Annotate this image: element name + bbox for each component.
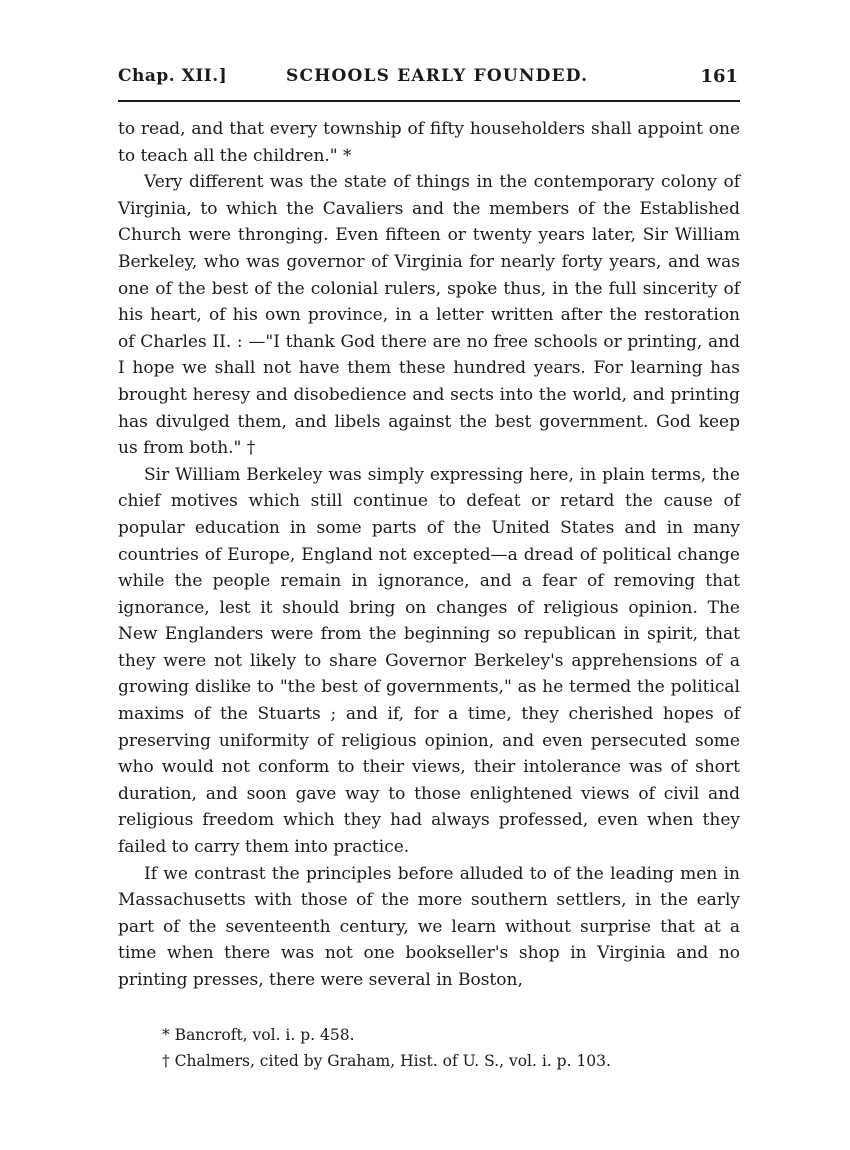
paragraph: to read, and that every township of fifty householders shall appoint one to teach all the children." * xyxy=(118,119,740,166)
footnote: * Bancroft, vol. i. p. 458. xyxy=(162,1026,355,1044)
running-title: SCHOOLS EARLY FOUNDED. xyxy=(286,66,589,86)
footnote: † Chalmers, cited by Graham, Hist. of U. S., vol. i. p. 103. xyxy=(162,1052,611,1070)
header-rule xyxy=(118,100,740,102)
page-number: 161 xyxy=(700,66,738,87)
chapter-label: Chap. XII.] xyxy=(118,66,228,86)
running-head xyxy=(118,60,738,94)
footnotes xyxy=(162,1022,742,1074)
body-text xyxy=(118,116,740,994)
paragraph: If we contrast the principles before alluded to of the leading men in Massachusetts with those of the more southern settlers, in the early part of the seventeenth century, we learn without surprise that at a time when there was not one bookseller's shop in Virginia and no printing presses, there were several in Boston, xyxy=(118,863,740,990)
paragraph: Sir William Berkeley was simply expressing here, in plain terms, the chief motives which still continue to defeat or retard the cause of popular education in some parts of the United States and in many countries of Europe, England not excepted—a dread of political change while the people remain in ignorance, and a fear of removing that ignorance, lest it should bring on changes of religious opinion. The New Englanders were from the beginning so republican in spirit, that they were not likely to share Governor Berkeley's apprehensions of a growing dislike to "the best of governments," as he termed the political maxims of the Stuarts ; and if, for a time, they cherished hopes of preserving uniformity of religious opinion, and even persecuted some who would not conform to their views, their intolerance was of short duration, and soon gave way to those enlightened views of civil and religious freedom which they had always professed, even when they failed to carry them into practice. xyxy=(118,464,740,858)
paragraph: Very different was the state of things in the contemporary colony of Virginia, to which the Cavaliers and the members of the Established Church were thronging. Even fifteen or twenty years later, Sir William Berkeley, who was governor of Virginia for nearly forty years, and was one of the best of the colonial rulers, spoke thus, in the full sincerity of his heart, of his own province, in a letter written after the restoration of Charles II. : —"I thank God there are no free schools or printing, and I hope we shall not have them these hundred years. For learning has brought heresy and disobedience and sects into the world, and printing has divulged them, and libels against the best government. God keep us from both." † xyxy=(118,172,740,459)
